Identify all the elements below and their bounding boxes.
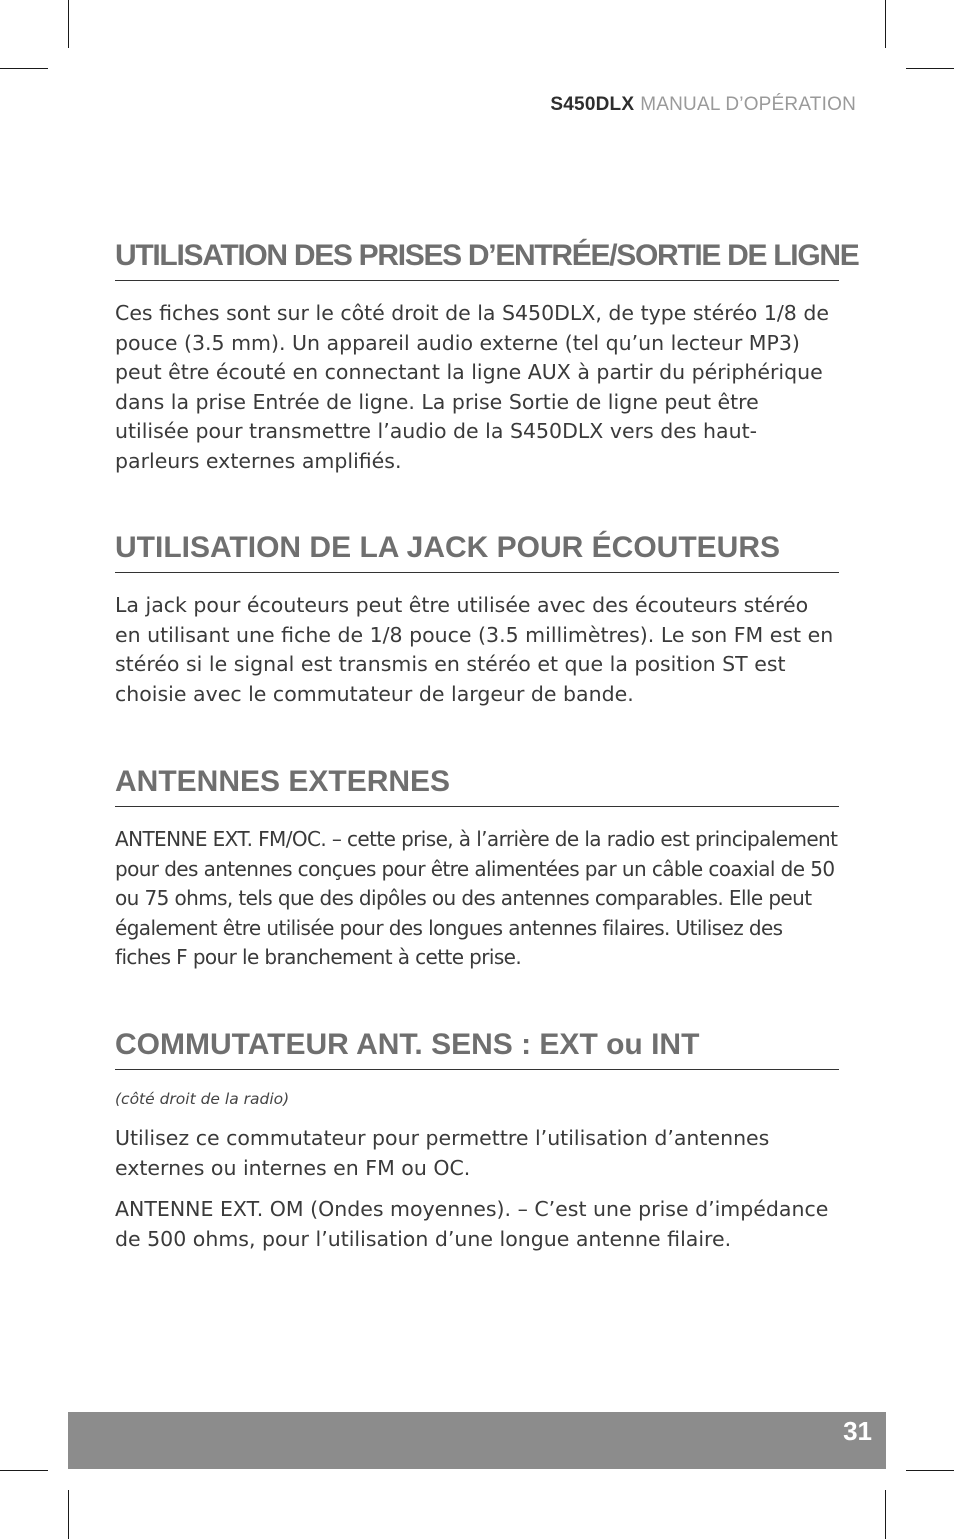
section-external-antennas [115, 764, 839, 973]
footer-bar [68, 1412, 886, 1469]
section-title: ANTENNES EXTERNES [115, 764, 839, 807]
crop-mark [0, 1470, 48, 1471]
crop-mark [885, 1490, 886, 1539]
crop-mark [68, 0, 69, 48]
section-title: UTILISATION DES PRISES D’ENTRÉE/SORTIE DE LIGNE [115, 238, 839, 281]
page-number: 31 [843, 1416, 872, 1446]
crop-mark [906, 1470, 954, 1471]
crop-mark [68, 1490, 69, 1539]
section-title: UTILISATION DE LA JACK POUR ÉCOUTEURS [115, 530, 839, 573]
section-paragraph: ANTENNE EXT. OM (Ondes moyennes). – C’est une prise d’impédance de 500 ohms, pour l’utilisation d’une longue antenne filaire. [115, 1197, 829, 1251]
section-note: (côté droit de la radio) [115, 1090, 290, 1108]
section-line-jacks [115, 238, 859, 476]
crop-mark [885, 0, 886, 48]
section-title: COMMUTATEUR ANT. SENS : EXT ou INT [115, 1027, 839, 1070]
header-manual-title: MANUAL D’OPÉRATION [640, 94, 856, 115]
section-headphone-jack [115, 530, 839, 709]
section-antenna-switch [115, 1027, 839, 1254]
crop-mark [0, 68, 48, 69]
running-header [550, 94, 856, 116]
section-paragraph: ANTENNE EXT. FM/OC. – cette prise, à l’arrière de la radio est principalement pour des antennes conçues pour être alimentées par un câble coaxial de 50 ou 75 ohms, tels que des dipôles ou des antennes comparables. Elle peut également être utilisée pour des longues antennes filaires. Utilisez des fiches F pour le branchement à cette prise. [115, 827, 838, 969]
section-paragraph: La jack pour écouteurs peut être utilisée avec des écouteurs stéréo en utilisant une fiche de 1/8 pouce (3.5 millimètres). Le son FM est en stéréo si le signal est transmis en stéréo et que la position ST est choisie avec le commutateur de largeur de bande. [115, 593, 834, 706]
crop-mark [906, 68, 954, 69]
section-paragraph: Ces fiches sont sur le côté droit de la S450DLX, de type stéréo 1/8 de pouce (3.5 mm). Un appareil audio externe (tel qu’un lecteur MP3) peut être écouté en connectant la ligne AUX à partir du périphérique dans la prise Entrée de ligne. La prise Sortie de ligne peut être utilisée pour transmettre l’audio de la S450DLX vers des haut-parleurs externes amplifiés. [115, 301, 829, 473]
header-model: S450DLX [550, 94, 635, 115]
section-paragraph: Utilisez ce commutateur pour permettre l’utilisation d’antennes externes ou internes en FM ou OC. [115, 1126, 770, 1180]
